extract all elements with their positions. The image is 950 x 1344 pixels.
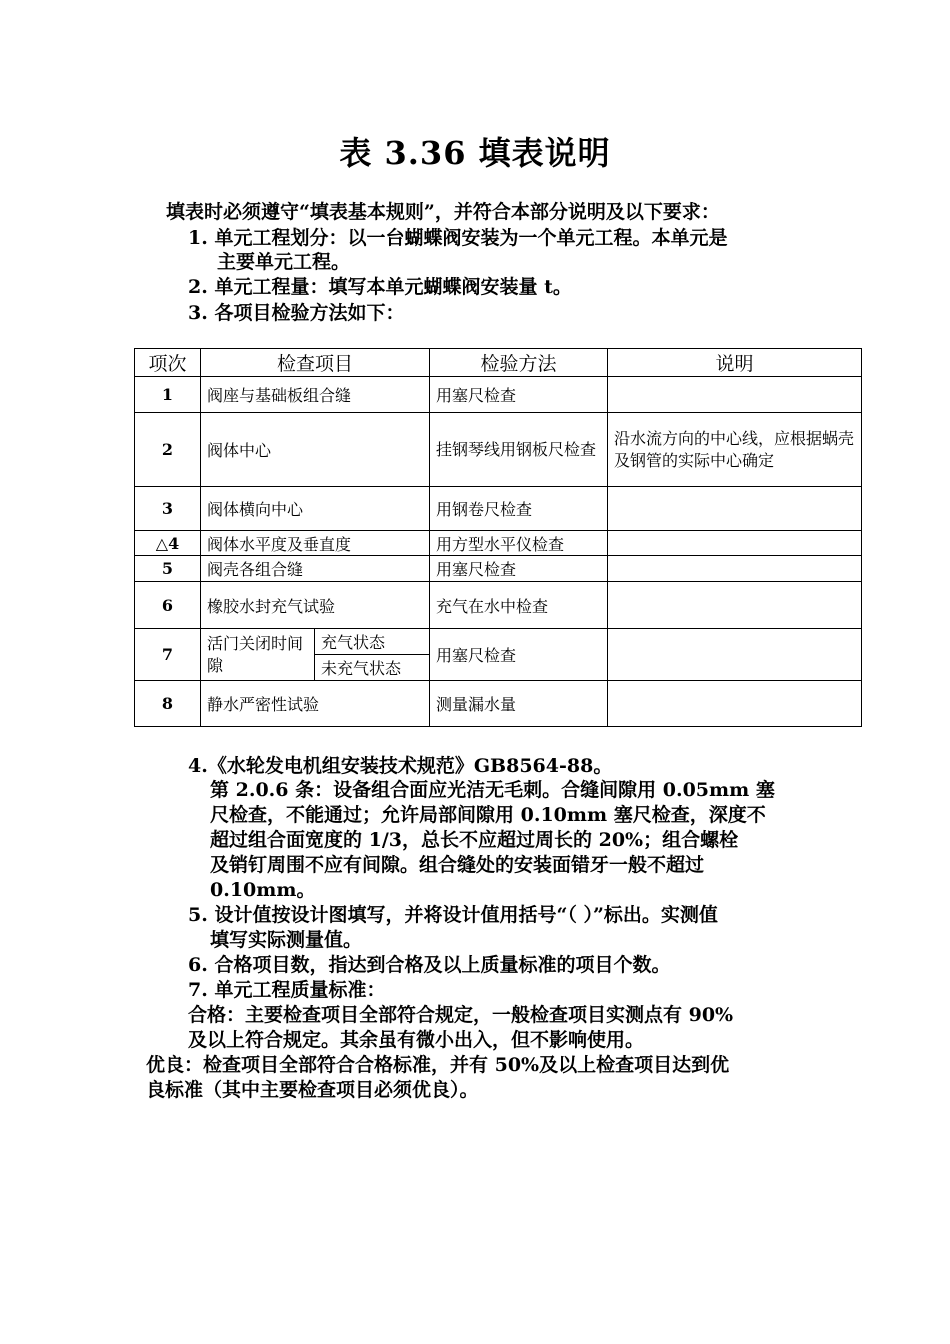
table-row — [135, 377, 862, 413]
row-method: 用塞尺检查 — [430, 629, 608, 681]
row-method: 测量漏水量 — [430, 681, 608, 727]
page-title: 表 3.36 填表说明 — [339, 134, 611, 172]
row-item: 阀体中心 — [201, 413, 430, 487]
item-6: 6. 合格项目数，指达到合格及以上质量标准的项目个数。 — [188, 954, 671, 976]
row-item: 阀体水平度及垂直度 — [201, 531, 430, 556]
item-4-title: 4.《水轮发电机组安装技术规范》GB8564-88。 — [188, 755, 613, 777]
table-row — [135, 413, 862, 487]
row-subitem-1: 充气状态 — [315, 629, 430, 655]
table-row — [135, 487, 862, 531]
row-note — [608, 629, 862, 681]
intro-text: 填表时必须遵守“填表基本规则”，并符合本部分说明及以下要求： — [166, 201, 720, 223]
table-row — [135, 556, 862, 582]
row-no: △4 — [135, 531, 201, 556]
header-method: 检验方法 — [430, 349, 608, 377]
row-method: 用塞尺检查 — [430, 556, 608, 582]
table-row — [135, 681, 862, 727]
row-note — [608, 582, 862, 629]
item-4-line: 第 2.0.6 条：设备组合面应光洁无毛刺。合缝间隙用 0.05mm 塞 — [210, 779, 775, 801]
qualified-line-1: 合格：主要检查项目全部符合规定，一般检查项目实测点有 90% — [188, 1004, 734, 1026]
item-4-line: 及销钉周围不应有间隙。组合缝处的安装面错牙一般不超过 — [210, 854, 705, 876]
row-method: 挂钢琴线用钢板尺检查 — [430, 413, 608, 487]
item-5-line-2: 填写实际测量值。 — [210, 929, 363, 951]
excellent-line-1: 优良：检查项目全部符合合格标准，并有 50%及以上检查项目达到优 — [146, 1054, 730, 1076]
row-no: 3 — [135, 487, 201, 531]
row-no: 6 — [135, 582, 201, 629]
row-note — [608, 681, 862, 727]
row-note: 沿水流方向的中心线，应根据蜗壳及钢管的实际中心确定 — [608, 413, 862, 487]
header-item: 检查项目 — [201, 349, 430, 377]
row-note — [608, 556, 862, 582]
item-5-line-1: 5. 设计值按设计图填写，并将设计值用括号“（ ）”标出。实测值 — [188, 904, 718, 926]
row-no: 8 — [135, 681, 201, 727]
header-note: 说明 — [608, 349, 862, 377]
table-header-row — [135, 349, 862, 377]
row-method: 用方型水平仪检查 — [430, 531, 608, 556]
row-no: 7 — [135, 629, 201, 681]
row-note — [608, 377, 862, 413]
item-7: 7. 单元工程质量标准： — [188, 979, 386, 1001]
row-item: 阀壳各组合缝 — [201, 556, 430, 582]
row-method: 用塞尺检查 — [430, 377, 608, 413]
table-row — [135, 629, 862, 655]
item-4-line: 超过组合面宽度的 1/3，总长不应超过周长的 20%；组合螺栓 — [210, 829, 739, 851]
item-4-line: 0.10mm。 — [210, 879, 316, 901]
row-no: 5 — [135, 556, 201, 582]
row-method: 用钢卷尺检查 — [430, 487, 608, 531]
row-item: 阀座与基础板组合缝 — [201, 377, 430, 413]
row-item: 静水严密性试验 — [201, 681, 430, 727]
item-3: 3. 各项目检验方法如下： — [188, 302, 405, 324]
row-note — [608, 531, 862, 556]
row-item: 橡胶水封充气试验 — [201, 582, 430, 629]
table-row — [135, 582, 862, 629]
row-no: 2 — [135, 413, 201, 487]
item-1-line-2: 主要单元工程。 — [217, 251, 351, 273]
row-note — [608, 487, 862, 531]
header-no: 项次 — [135, 349, 201, 377]
table-row — [135, 531, 862, 556]
row-method: 充气在水中检查 — [430, 582, 608, 629]
row-item: 活门关闭时间隙 — [201, 629, 315, 681]
excellent-line-2: 良标准（其中主要检查项目必须优良）。 — [146, 1079, 479, 1101]
row-subitem-2: 未充气状态 — [315, 655, 430, 681]
item-2: 2. 单元工程量：填写本单元蝴蝶阀安装量 t。 — [188, 276, 572, 298]
inspection-table — [134, 348, 862, 727]
qualified-line-2: 及以上符合规定。其余虽有微小出入，但不影响使用。 — [188, 1029, 645, 1051]
item-4-line: 尺检查，不能通过；允许局部间隙用 0.10mm 塞尺检查，深度不 — [210, 804, 766, 826]
item-1-line-1: 1. 单元工程划分：以一台蝴蝶阀安装为一个单元工程。本单元是 — [188, 227, 728, 249]
row-item: 阀体横向中心 — [201, 487, 430, 531]
row-no: 1 — [135, 377, 201, 413]
